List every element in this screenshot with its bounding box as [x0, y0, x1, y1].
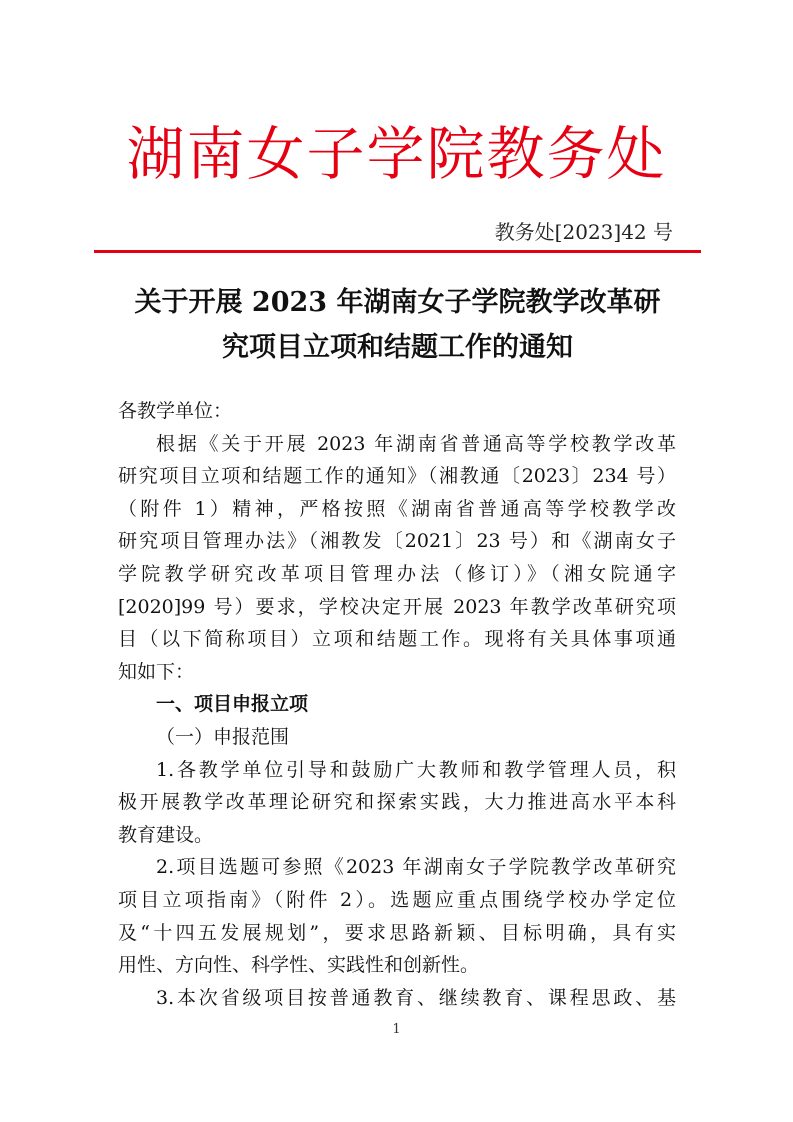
item-2-line: 2.项目选题可参照《2023 年湖南女子学院教学改革研究 — [156, 856, 676, 879]
item-1-line: 极开展教学改革理论研究和探索实践，大力推进高水平本科 — [118, 791, 676, 814]
notice-body — [118, 395, 676, 1014]
subsection-heading: （一）申报范围 — [156, 725, 290, 748]
salutation: 各教学单位： — [118, 400, 233, 422]
notice-title — [94, 280, 701, 370]
paragraph-line: 学院教学研究改革项目管理办法（修订）》（湘女院通字 — [118, 562, 676, 585]
paragraph-line: 研究项目管理办法》（湘教发〔2021〕23 号）和《湖南女子 — [118, 530, 676, 553]
notice-title-line-2: 究项目立项和结题工作的通知 — [222, 332, 573, 363]
item-2-line: 及“十四五发展规划”，要求思路新颖、目标明确，具有实 — [118, 921, 676, 944]
item-1-line: 1.各教学单位引导和鼓励广大教师和教学管理人员，积 — [156, 758, 676, 781]
doc-number: 教务处[2023]42 号 — [494, 220, 673, 244]
paragraph-line: 研究项目立项和结题工作的通知》（湘教通〔2023〕234 号） — [118, 465, 676, 488]
paragraph-line: 目（以下简称项目）立项和结题工作。现将有关具体事项通 — [118, 628, 676, 651]
paragraph-line: 知如下： — [118, 660, 195, 683]
paragraph-line: （附件 1）精神，严格按照《湖南省普通高等学校教学改 — [118, 497, 676, 520]
item-2-line: 项目立项指南》（附件 2）。选题应重点围绕学校办学定位 — [118, 888, 676, 911]
page-number: 1 — [392, 1022, 401, 1037]
item-1-line: 教育建设。 — [118, 823, 214, 846]
org-title: 湖南女子学院教务处 — [126, 120, 667, 188]
item-2-line: 用性、方向性、科学性、实践性和创新性。 — [118, 954, 480, 977]
paragraph-line: [2020]99 号）要求，学校决定开展 2023 年教学改革研究项 — [118, 595, 676, 618]
item-3-line: 3.本次省级项目按普通教育、继续教育、课程思政、基 — [156, 986, 676, 1009]
section-heading: 一、项目申报立项 — [156, 693, 309, 716]
paragraph-line: 根据《关于开展 2023 年湖南省普通高等学校教学改革 — [156, 432, 676, 455]
red-divider-rule — [94, 250, 701, 253]
notice-title-line-1: 关于开展 2023 年湖南女子学院教学改革研 — [134, 287, 661, 318]
